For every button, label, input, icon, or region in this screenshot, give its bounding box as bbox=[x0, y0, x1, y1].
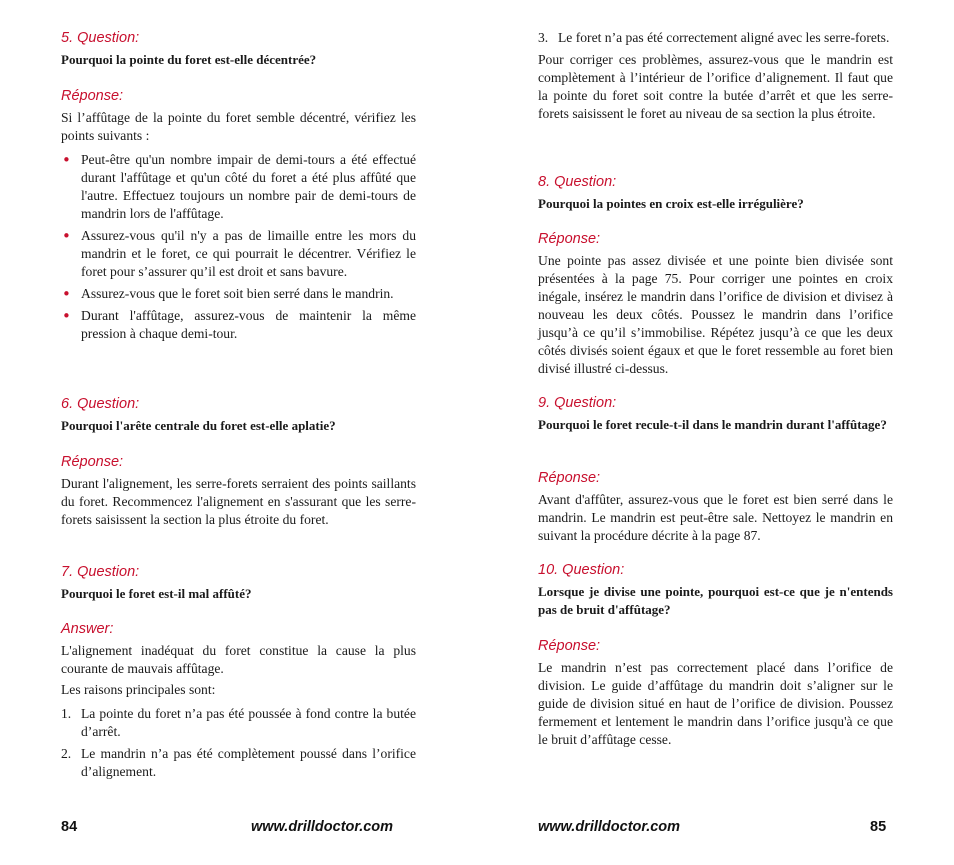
question-8-block bbox=[538, 173, 893, 213]
answer-6-heading: Réponse: bbox=[61, 454, 124, 470]
answer-7-fix-text: Pour corriger ces problèmes, assurez-vous que le mandrin est complètement à l’intérieur de l’orifice d’alignement. Il faut que la pointe du foret soit contre la butée d’arrêt et que les serre-forets saisissent le foret au niveau de sa section la plus étroite. bbox=[538, 52, 893, 121]
answer-8-block bbox=[538, 230, 893, 378]
question-7-continued-block bbox=[538, 29, 893, 123]
answer-5-heading: Réponse: bbox=[61, 88, 124, 104]
answer-5-bullet-list bbox=[61, 151, 416, 343]
question-8-heading: 8. Question: bbox=[538, 174, 617, 190]
website-url: www.drilldoctor.com bbox=[538, 819, 681, 835]
answer-5-block bbox=[61, 87, 416, 347]
bullet-text: Durant l'affûtage, assurez-vous de maintenir la même pression à chaque demi-tour. bbox=[81, 308, 416, 341]
answer-8-text: Une pointe pas assez divisée et une pointe bien divisée sont présentées à la page 75. Pour corriger une pointes en croix inégale, insérez le mandrin dans l’orifice de division et divisez à nouveau les deux côtés. Poussez le mandrin dans l’orifice jusqu’à ce qu’il s’immobilise. Répétez jusqu’à ce que les deux côtés divisés soient égaux et que le foret ressemble au foret bien divisé illustré ci-dessus. bbox=[538, 253, 893, 376]
question-6-heading: 6. Question: bbox=[61, 396, 140, 412]
page-number: 84 bbox=[61, 819, 78, 835]
bullet-text: Peut-être qu'un nombre impair de demi-tours a été effectué durant l'affûtage et qu'un côté du foret a été plus affûté que l'autre. Effectuez toujours un nombre pair de demi-tours de mandrin lors de l'affûtage. bbox=[81, 152, 416, 221]
list-item bbox=[61, 307, 416, 343]
answer-9-block bbox=[538, 469, 893, 545]
page-number: 85 bbox=[870, 819, 887, 835]
answer-7-reasons-intro: Les raisons principales sont: bbox=[61, 682, 216, 697]
answer-7-text: L'alignement inadéquat du foret constitue la cause la plus courante de mauvais affûtage. bbox=[61, 643, 416, 676]
bullet-icon: • bbox=[62, 227, 71, 245]
question-7-block bbox=[61, 563, 416, 603]
website-url: www.drilldoctor.com bbox=[251, 819, 394, 835]
list-text: Le foret n’a pas été correctement aligné avec les serre-forets. bbox=[558, 30, 890, 45]
question-10-text: Lorsque je divise une pointe, pourquoi est-ce que je n'entends pas de bruit d'affûtage? bbox=[538, 584, 893, 617]
answer-7-reasons-list-continued bbox=[538, 29, 893, 47]
question-7-text: Pourquoi le foret est-il mal affûté? bbox=[61, 586, 252, 601]
bullet-icon: • bbox=[62, 307, 71, 325]
list-number: 3. bbox=[538, 30, 549, 45]
answer-10-text: Le mandrin n’est pas correctement placé dans l’orifice de division. Le guide d’affûtage du mandrin doit s’aligner sur le guide de division situé en haut de l’orifice de division. Poussez fermement et lentement le mandrin dans l’orifice jusqu'à ce que le bruit d’affûtage cesse. bbox=[538, 660, 893, 747]
question-9-text: Pourquoi le foret recule-t-il dans le mandrin durant l'affûtage? bbox=[538, 417, 887, 432]
answer-5-intro: Si l’affûtage de la pointe du foret semble décentré, vérifiez les points suivants : bbox=[61, 110, 416, 143]
question-7-heading: 7. Question: bbox=[61, 564, 140, 580]
list-item bbox=[61, 745, 416, 781]
question-6-text: Pourquoi l'arête centrale du foret est-elle aplatie? bbox=[61, 418, 336, 433]
answer-8-heading: Réponse: bbox=[538, 231, 601, 247]
question-8-text: Pourquoi la pointes en croix est-elle irrégulière? bbox=[538, 196, 804, 211]
question-6-block bbox=[61, 395, 416, 435]
question-10-heading: 10. Question: bbox=[538, 562, 625, 578]
question-10-block bbox=[538, 561, 893, 619]
bullet-icon: • bbox=[62, 151, 71, 169]
bullet-icon: • bbox=[62, 285, 71, 303]
answer-7-reasons-list bbox=[61, 705, 416, 781]
question-9-heading: 9. Question: bbox=[538, 395, 617, 411]
bullet-text: Assurez-vous qu'il n'y a pas de limaille entre les mors du mandrin et le foret, ce qui pourrait le décentrer. Vérifiez le foret pour s’assurer qu’il est droit et sans bavure. bbox=[81, 228, 416, 279]
question-5-heading: 5. Question: bbox=[61, 30, 140, 46]
list-item bbox=[61, 227, 416, 281]
question-5-block bbox=[61, 29, 416, 69]
answer-6-text: Durant l'alignement, les serre-forets serraient des points saillants du foret. Recommencez l'alignement en s'assurant que les serre-forets saisissent la section la plus étroite du foret. bbox=[61, 476, 416, 527]
answer-9-heading: Réponse: bbox=[538, 470, 601, 486]
bullet-text: Assurez-vous que le foret soit bien serré dans le mandrin. bbox=[81, 286, 394, 301]
list-text: Le mandrin n’a pas été complètement poussé dans l’orifice d’alignement. bbox=[81, 746, 416, 779]
list-text: La pointe du foret n’a pas été poussée à fond contre la butée d’arrêt. bbox=[81, 706, 416, 739]
answer-6-block bbox=[61, 453, 416, 529]
question-9-block bbox=[538, 394, 893, 434]
list-number: 1. bbox=[61, 706, 72, 721]
list-item bbox=[61, 705, 416, 741]
answer-7-block bbox=[61, 620, 416, 785]
list-item bbox=[538, 29, 893, 47]
answer-10-heading: Réponse: bbox=[538, 638, 601, 654]
answer-7-heading: Answer: bbox=[61, 621, 114, 637]
question-5-text: Pourquoi la pointe du foret est-elle décentrée? bbox=[61, 52, 317, 67]
list-item bbox=[61, 151, 416, 223]
list-item bbox=[61, 285, 416, 303]
answer-10-block bbox=[538, 637, 893, 749]
list-number: 2. bbox=[61, 746, 72, 761]
answer-9-text: Avant d'affûter, assurez-vous que le foret est bien serré dans le mandrin. Le mandrin est peut-être sale. Nettoyez le mandrin en suivant la procédure décrite à la page 87. bbox=[538, 492, 893, 543]
